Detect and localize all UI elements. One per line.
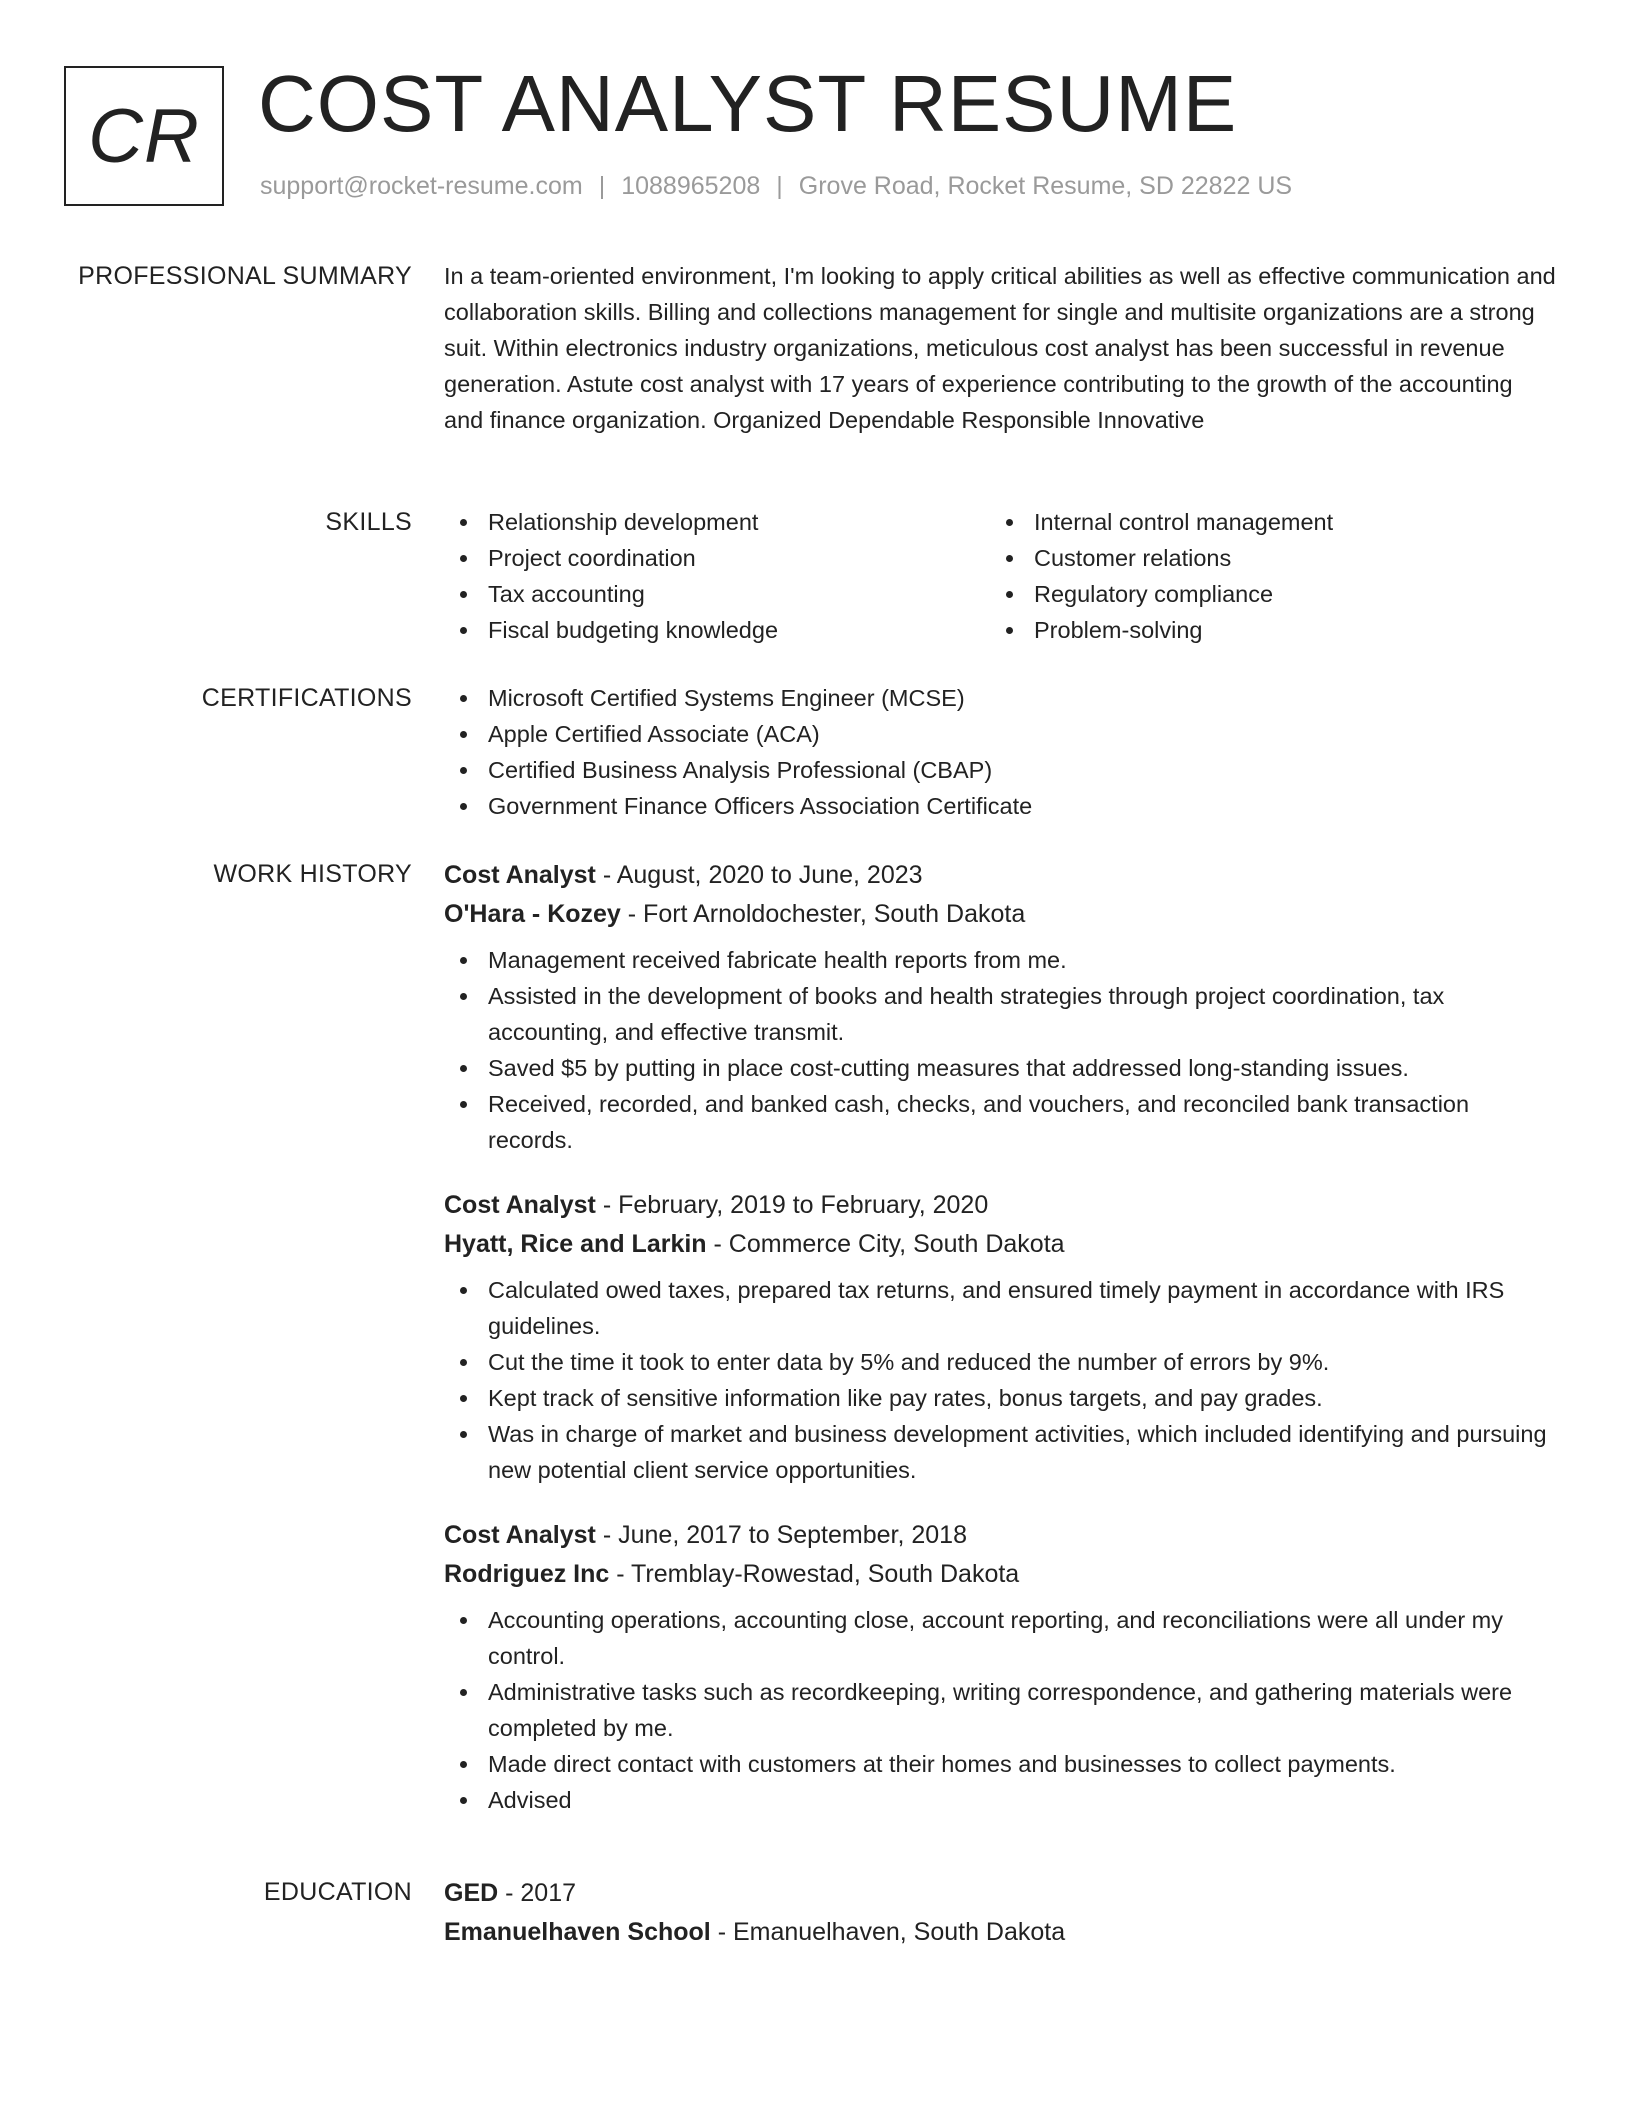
job-dates: - August, 2020 to June, 2023 (595, 861, 923, 889)
job-company: Hyatt, Rice and Larkin (444, 1230, 707, 1258)
skills-grid (444, 504, 1556, 648)
job-company: O'Hara - Kozey (444, 900, 621, 928)
education-location: - Emanuelhaven, South Dakota (710, 1918, 1066, 1946)
resume-header (64, 59, 1564, 210)
contact-phone: 1088965208 (621, 172, 761, 200)
job-duty: Management received fabricate health reports from me. (444, 942, 1556, 978)
skills-column-right (990, 504, 1536, 648)
summary-text: In a team-oriented environment, I'm looking to apply critical abilities as well as effective communication and collaboration skills. Billing and collections management for single and multisite organizations are a strong suit. Within electronics industry organizations, meticulous cost analyst has been successful in revenue generation. Astute cost analyst with 17 years of experience contributing to the growth of the accounting and finance organization. Organized Dependable Responsible Innovative (444, 263, 1556, 433)
job-duty: Cut the time it took to enter data by 5% and reduced the number of errors by 9%. (444, 1344, 1556, 1380)
section-label-work-history: WORK HISTORY (213, 860, 412, 888)
job-duty: Accounting operations, accounting close, account reporting, and reconciliations were all under my control. (444, 1602, 1556, 1674)
education-school: Emanuelhaven School (444, 1918, 711, 1946)
job-dates: - June, 2017 to September, 2018 (595, 1521, 967, 1549)
contact-address: Grove Road, Rocket Resume, SD 22822 US (798, 172, 1293, 200)
contact-separator: | (598, 172, 606, 200)
job-location: - Commerce City, South Dakota (706, 1230, 1065, 1258)
job-dates: - February, 2019 to February, 2020 (595, 1191, 989, 1219)
education-body (444, 1874, 1556, 1960)
skill-item: Regulatory compliance (990, 576, 1536, 612)
job-duty: Received, recorded, and banked cash, checks, and vouchers, and reconciled bank transaction records. (444, 1086, 1556, 1158)
job-duties-list (444, 942, 1556, 1158)
skill-item: Relationship development (444, 504, 990, 540)
job-duty: Kept track of sensitive information like pay rates, bonus targets, and pay grades. (444, 1380, 1556, 1416)
job-duty: Advised (444, 1782, 1556, 1818)
certification-item: Apple Certified Associate (ACA) (444, 716, 1556, 752)
job-duties-list (444, 1272, 1556, 1488)
certifications-list (444, 680, 1556, 824)
job-heading (444, 856, 1556, 894)
job-title: Cost Analyst (444, 861, 596, 889)
job-heading (444, 1516, 1556, 1554)
job-duty: Calculated owed taxes, prepared tax returns, and ensured timely payment in accordance with IRS guidelines. (444, 1272, 1556, 1344)
monogram-badge: CR (64, 66, 224, 206)
job-location: - Tremblay-Rowestad, South Dakota (609, 1560, 1020, 1588)
job-duties-list (444, 1602, 1556, 1818)
job-location: - Fort Arnoldochester, South Dakota (620, 900, 1026, 928)
contact-separator: | (776, 172, 783, 200)
summary-body (444, 258, 1556, 438)
contact-line (260, 172, 1292, 201)
section-label-certifications: CERTIFICATIONS (201, 684, 412, 712)
skill-item: Tax accounting (444, 576, 990, 612)
certification-item: Government Finance Officers Association Certificate (444, 788, 1556, 824)
job-title: Cost Analyst (444, 1191, 596, 1219)
skills-body (444, 504, 1556, 648)
job-employer (444, 1224, 1556, 1264)
skill-item: Fiscal budgeting knowledge (444, 612, 990, 648)
education-year: - 2017 (498, 1879, 577, 1907)
section-label-summary: PROFESSIONAL SUMMARY (78, 262, 412, 290)
job-heading (444, 1186, 1556, 1224)
skill-item: Problem-solving (990, 612, 1536, 648)
resume-title: COST ANALYST RESUME (258, 59, 1238, 148)
certifications-body (444, 680, 1556, 824)
job-company: Rodriguez Inc (444, 1560, 610, 1588)
job-duty: Assisted in the development of books and health strategies through project coordination, tax accounting, and effective transmit. (444, 978, 1556, 1050)
skill-item: Project coordination (444, 540, 990, 576)
skills-column-left (444, 504, 990, 648)
education-institution (444, 1912, 1556, 1952)
job-employer (444, 1554, 1556, 1594)
skill-item: Internal control management (990, 504, 1536, 540)
job-duty: Saved $5 by putting in place cost-cutting measures that addressed long-standing issues. (444, 1050, 1556, 1086)
job-title: Cost Analyst (444, 1521, 596, 1549)
job-employer (444, 894, 1556, 934)
education-heading (444, 1874, 1556, 1912)
job-entry (444, 1516, 1556, 1818)
certification-item: Microsoft Certified Systems Engineer (MCSE) (444, 680, 1556, 716)
education-degree: GED (444, 1879, 499, 1907)
job-duty: Administrative tasks such as recordkeeping, writing correspondence, and gathering materials were completed by me. (444, 1674, 1556, 1746)
work-history-body (444, 856, 1556, 1846)
job-duty: Made direct contact with customers at their homes and businesses to collect payments. (444, 1746, 1556, 1782)
job-entry (444, 856, 1556, 1158)
skill-item: Customer relations (990, 540, 1536, 576)
job-duty: Was in charge of market and business development activities, which included identifying and pursuing new potential client service opportunities. (444, 1416, 1556, 1488)
certification-item: Certified Business Analysis Professional (CBAP) (444, 752, 1556, 788)
section-label-skills: SKILLS (325, 508, 412, 536)
section-label-education: EDUCATION (263, 1878, 412, 1906)
job-entry (444, 1186, 1556, 1488)
contact-email: support@rocket-resume.com (260, 172, 583, 200)
